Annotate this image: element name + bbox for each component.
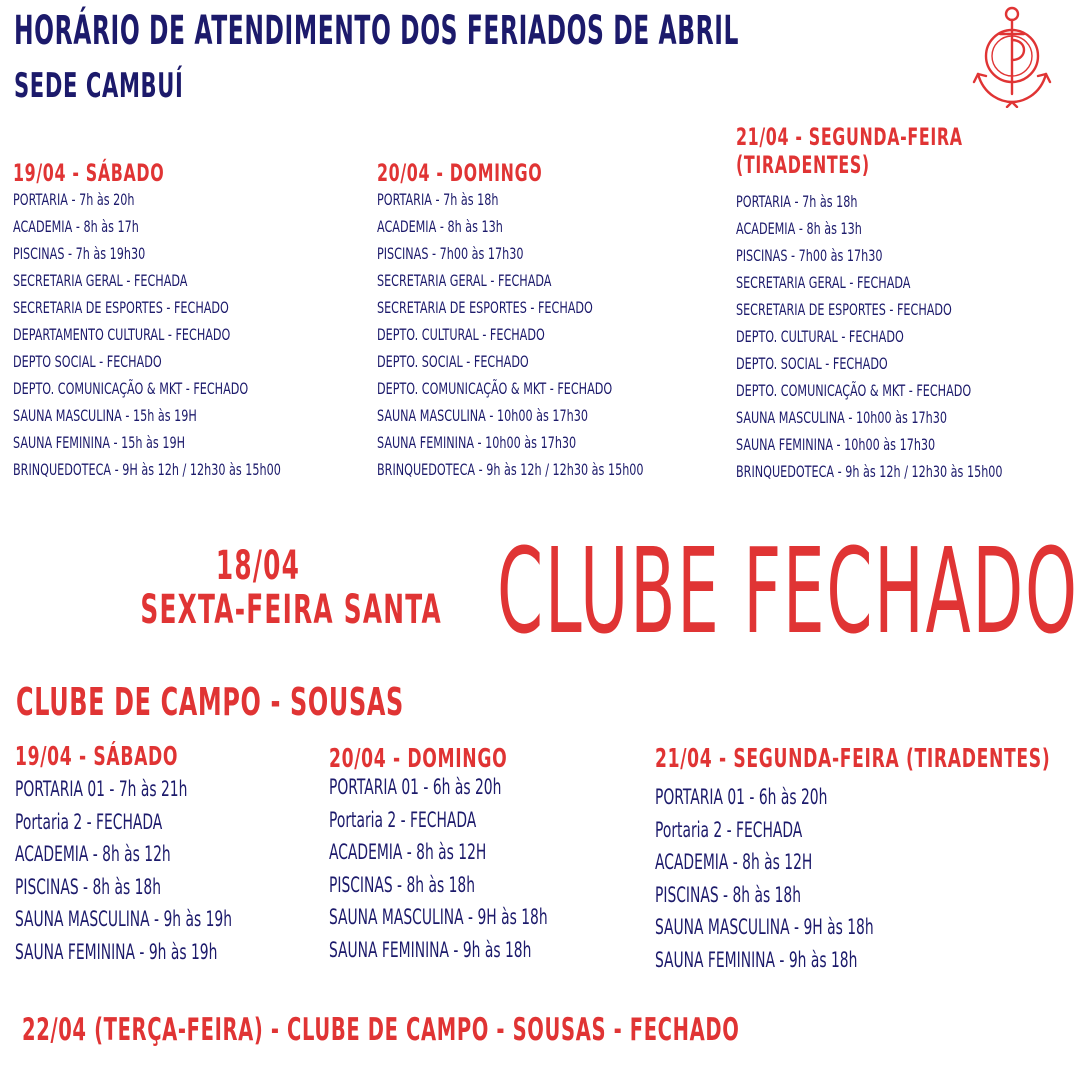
campo-day-heading: 19/04 - SÁBADO (15, 742, 179, 772)
closed-day-name: SEXTA-FEIRA SANTA (140, 587, 442, 633)
schedule-item: SAUNA FEMININA - 15h às 19H (13, 433, 185, 452)
schedule-item: SAUNA MASCULINA - 9H às 18h (329, 905, 548, 929)
schedule-item: SAUNA FEMININA - 10h00 às 17h30 (377, 433, 577, 452)
campo-column-1 (15, 742, 344, 968)
schedule-item: DEPARTAMENTO CULTURAL - FECHADO (13, 325, 231, 344)
schedule-item: SAUNA FEMININA - 10h00 às 17h30 (736, 435, 936, 454)
schedule-item: PORTARIA 01 - 6h às 20h (655, 785, 828, 809)
campo-column-3 (655, 744, 1080, 976)
schedule-item: PISCINAS - 7h às 19h30 (13, 244, 146, 263)
schedule-item: DEPTO SOCIAL - FECHADO (13, 352, 162, 371)
schedule-item: SAUNA MASCULINA - 9H às 18h (655, 915, 874, 939)
schedule-item: SECRETARIA DE ESPORTES - FECHADO (13, 298, 229, 317)
sede-column-1 (13, 159, 396, 483)
schedule-item: SECRETARIA GERAL - FECHADA (736, 273, 911, 292)
schedule-item: SAUNA MASCULINA - 10h00 às 17h30 (377, 406, 588, 425)
schedule-item: PORTARIA - 7h às 18h (736, 192, 858, 211)
schedule-item: DEPTO. SOCIAL - FECHADO (736, 354, 888, 373)
schedule-item: SAUNA MASCULINA - 9h às 19h (15, 907, 233, 931)
schedule-item: SAUNA MASCULINA - 10h00 às 17h30 (736, 408, 947, 427)
schedule-item: PISCINAS - 8h às 18h (15, 874, 162, 899)
schedule-item: PORTARIA - 7h às 20h (13, 190, 135, 209)
schedule-item: SAUNA MASCULINA - 15h às 19H (13, 406, 197, 425)
sede-column-3 (736, 123, 1080, 485)
schedule-item: BRINQUEDOTECA - 9h às 12h / 12h30 às 15h00 (377, 460, 644, 479)
schedule-item: SECRETARIA GERAL - FECHADA (377, 271, 552, 290)
sede-day-heading: 20/04 - DOMINGO (377, 159, 543, 187)
schedule-item: Portaria 2 - FECHADA (15, 809, 163, 834)
campo-day-heading: 21/04 - SEGUNDA-FEIRA (TIRADENTES) (655, 744, 1051, 774)
schedule-item: DEPTO. CULTURAL - FECHADO (377, 325, 545, 344)
schedule-item: PISCINAS - 7h00 às 17h30 (377, 244, 524, 263)
schedule-item: SECRETARIA GERAL - FECHADA (13, 271, 188, 290)
schedule-item: DEPTO. COMUNICAÇÃO & MKT - FECHADO (736, 381, 972, 400)
footer-note: 22/04 (TERÇA-FEIRA) - CLUBE DE CAMPO - SOUSAS - FECHADO (22, 1012, 740, 1048)
schedule-item: PORTARIA 01 - 6h às 20h (329, 775, 502, 799)
schedule-item: DEPTO. CULTURAL - FECHADO (736, 327, 904, 346)
schedule-item: PISCINAS - 7h00 às 17h30 (736, 246, 883, 265)
schedule-item: BRINQUEDOTECA - 9H às 12h / 12h30 às 15h00 (13, 460, 281, 479)
closed-day-block (48, 544, 468, 632)
schedule-item: SAUNA FEMININA - 9h às 19h (15, 939, 218, 964)
schedule-item: DEPTO. COMUNICAÇÃO & MKT - FECHADO (377, 379, 613, 398)
campo-column-2 (329, 744, 660, 966)
schedule-item: ACADEMIA - 8h às 12h (15, 842, 171, 866)
schedule-item: DEPTO. SOCIAL - FECHADO (377, 352, 529, 371)
schedule-item: ACADEMIA - 8h às 13h (736, 219, 862, 238)
schedule-item: Portaria 2 - FECHADA (329, 807, 477, 832)
schedule-item: ACADEMIA - 8h às 13h (377, 217, 503, 236)
closed-date: 18/04 (215, 543, 301, 589)
page-title: HORÁRIO DE ATENDIMENTO DOS FERIADOS DE ABRIL (14, 8, 740, 54)
schedule-item: ACADEMIA - 8h às 17h (13, 217, 139, 236)
schedule-item: PORTARIA - 7h às 18h (377, 190, 499, 209)
schedule-item: ACADEMIA - 8h às 12H (655, 850, 813, 874)
schedule-item: SECRETARIA DE ESPORTES - FECHADO (377, 298, 593, 317)
schedule-item: DEPTO. COMUNICAÇÃO & MKT - FECHADO (13, 379, 249, 398)
page-subtitle: SEDE CAMBUÍ (14, 66, 184, 106)
schedule-item: SAUNA FEMININA - 9h às 18h (655, 947, 858, 972)
schedule-item: SAUNA FEMININA - 9h às 18h (329, 937, 532, 962)
schedule-item: SECRETARIA DE ESPORTES - FECHADO (736, 300, 952, 319)
schedule-item: Portaria 2 - FECHADA (655, 817, 803, 842)
sede-column-2 (377, 159, 758, 483)
sede-day-heading-sub: (TIRADENTES) (736, 151, 870, 179)
club-closed-label: CLUBE FECHADO (497, 522, 1079, 660)
sede-day-heading: 21/04 - SEGUNDA-FEIRA (736, 123, 963, 151)
schedule-item: PORTARIA 01 - 7h às 21h (15, 777, 188, 801)
schedule-item: PISCINAS - 8h às 18h (329, 872, 476, 897)
schedule-item: BRINQUEDOTECA - 9h às 12h / 12h30 às 15h00 (736, 462, 1003, 481)
campo-section-title: CLUBE DE CAMPO - SOUSAS (16, 680, 404, 724)
schedule-item: ACADEMIA - 8h às 12H (329, 840, 487, 864)
campo-day-heading: 20/04 - DOMINGO (329, 744, 508, 774)
anchor-emblem-icon (972, 4, 1052, 108)
schedule-item: PISCINAS - 8h às 18h (655, 882, 802, 907)
sede-day-heading: 19/04 - SÁBADO (13, 159, 165, 187)
